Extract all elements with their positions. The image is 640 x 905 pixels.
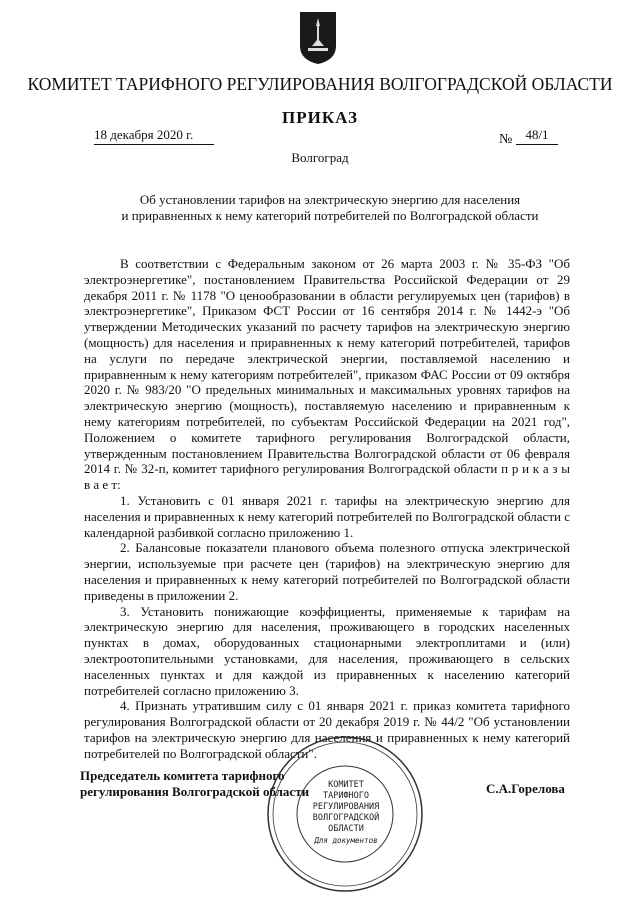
order-item-2: 2. Балансовые показатели планового объема полезного отпуска электрической энергии, используемые при расчете цен (тарифов) на электрическую энергию для населения и приравненных к нему категорий потребителей по Волгоградской области приведены в приложении 2. [84,540,570,603]
stamp-line-4: ВОЛГОГРАДСКОЙ [312,813,380,823]
order-number: 48/1 [516,127,558,145]
stamp-line-1: КОМИТЕТ [328,780,364,790]
preamble-paragraph: В соответствии с Федеральным законом от 26 марта 2003 г. № 35-ФЗ "Об электроэнергетике", постановлением Правительства Российской Федерации от 29 декабря 2011 г. № 1178 "О ценообразовании в области регулируемых цен (тарифов) в электроэнергетике", Приказом ФСТ России от 16 сентября 2014 г. № 1442-э "Об утверждении Методических указаний по расчету тарифов на электрическую энергию (мощность) для населения и приравненных к нему категорий потребителей, тарифов на услуги по передаче электрической энергии, поставляемой населению и приравненным к нему категориям потребителей", приказом ФАС России от 09 октября 2020 г. № 983/20 "О предельных минимальных и максимальных уровнях тарифов на электрическую энергию (мощность), поставляемую населению и приравненным к нему категориям потребителей, по субъектам Российской Федерации на 2021 год", Положением о комитете тарифного регулирования Волгоградской области, утвержденным постановлением Правительства Волгоградской области от 06 февраля 2014 г. № 32-п, комитет тарифного регулирования Волгоградской области п р и к а з ы в а е т: [84,256,570,493]
order-subject [90,192,570,223]
order-item-4: 4. Признать утратившим силу с 01 января 2021 г. приказ комитета тарифного регулирования Волгоградской области от 20 декабря 2019 г. № 44/2 "Об установлении тарифов на электрическую энергию для населения и приравненных к нему категорий потребителей по Волгоградской области". [84,698,570,761]
stamp-line-3: РЕГУЛИРОВАНИЯ [312,802,380,812]
order-number-label: № [499,132,513,147]
order-item-1: 1. Установить с 01 января 2021 г. тарифы на электрическую энергию для населения и приравненных к нему категорий потребителей по Волгоградской области с календарной разбивкой согласно приложению 1. [84,492,570,540]
order-body [84,256,570,762]
organization-title: КОМИТЕТ ТАРИФНОГО РЕГУЛИРОВАНИЯ ВОЛГОГРАДСКОЙ ОБЛАСТИ [27,74,613,94]
stamp-line-5: ОБЛАСТИ [328,824,364,834]
stamp-text [306,780,386,846]
city: Волгоград [291,150,349,165]
order-item-3: 3. Установить понижающие коэффициенты, применяемые к тарифам на электрическую энергию для населения, проживающего в городских населенных пунктах в домах, оборудованных стационарными электроплитами и (или) электроотопительными установками, для населения, проживающего в сельских населенных пунктах и для каждой из приравненных к населению категорий потребителей согласно приложению 3. [84,603,570,698]
signatory-position [80,768,309,799]
subject-line-2: и приравненных к нему категорий потребителей по Волгоградской области [121,207,539,223]
signatory-name: С.А.Горелова [486,781,565,796]
order-date: 18 декабря 2020 г. [94,127,214,145]
document-type: ПРИКАЗ [282,108,358,127]
coat-of-arms-emblem [298,10,338,65]
subject-line-1: Об установлении тарифов на электрическую энергию для населения [139,192,521,207]
stamp-line-2: ТАРИФНОГО [322,791,370,801]
signatory-position-line-2: регулирования Волгоградской области [80,783,310,799]
signatory-position-line-1: Председатель комитета тарифного [80,768,285,783]
stamp-line-6: Для документов [314,836,378,845]
